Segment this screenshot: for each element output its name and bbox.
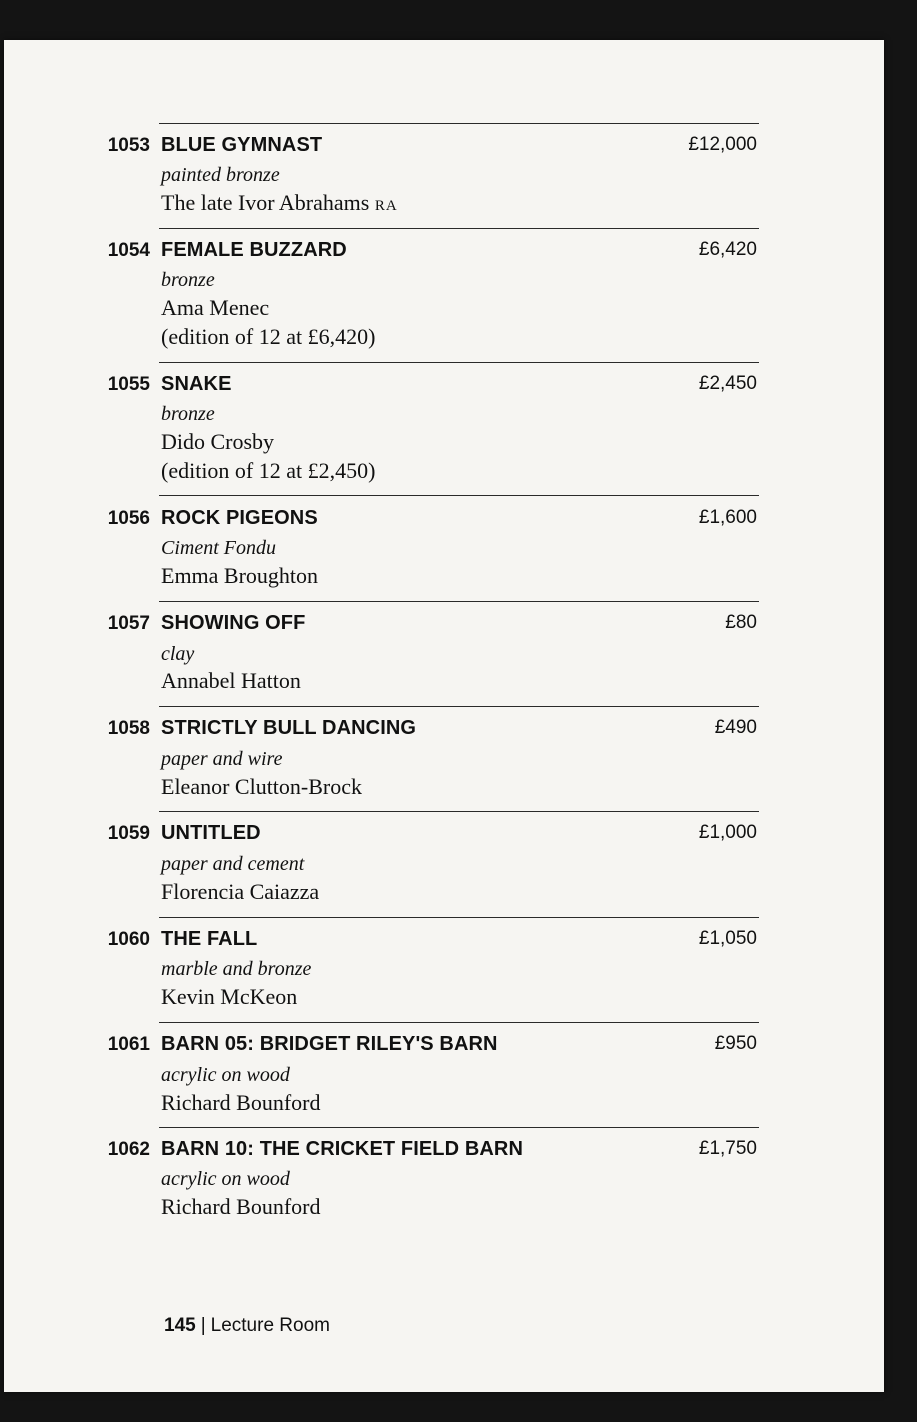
- divider: [159, 917, 759, 918]
- lot-number: 1057: [107, 613, 150, 634]
- medium: clay: [161, 643, 195, 665]
- lot-number: 1055: [107, 374, 150, 395]
- price: £1,050: [698, 928, 757, 949]
- price: £1,750: [698, 1138, 757, 1159]
- artist-name: Dido Crosby: [161, 429, 275, 454]
- section-name: Lecture Room: [210, 1315, 330, 1336]
- artist-name: Kevin McKeon: [161, 984, 298, 1009]
- page-number: 145: [164, 1315, 196, 1336]
- price: £2,450: [698, 373, 757, 394]
- catalogue-page: [4, 40, 884, 1392]
- work-title: SHOWING OFF: [161, 612, 306, 634]
- medium: painted bronze: [161, 164, 280, 186]
- medium: acrylic on wood: [161, 1168, 290, 1190]
- lot-number: 1056: [107, 508, 150, 529]
- lot-number: 1061: [107, 1034, 150, 1055]
- edition-note: (edition of 12 at £2,450): [161, 458, 376, 483]
- work-title: FEMALE BUZZARD: [161, 239, 347, 261]
- artist-name: [161, 190, 398, 216]
- divider: [159, 1127, 759, 1128]
- lot-number: 1060: [107, 929, 150, 950]
- work-title: THE FALL: [161, 928, 258, 950]
- lot-number: 1062: [107, 1139, 150, 1160]
- lot-number: 1059: [107, 823, 150, 844]
- medium: paper and cement: [161, 853, 305, 875]
- artist-name: Florencia Caiazza: [161, 879, 320, 904]
- work-title: BLUE GYMNAST: [161, 134, 323, 156]
- lot-number: 1058: [107, 718, 150, 739]
- lot-number: 1053: [107, 135, 150, 156]
- divider: [159, 706, 759, 707]
- price: £80: [725, 612, 757, 633]
- artist-name: Emma Broughton: [161, 563, 319, 588]
- medium: marble and bronze: [161, 958, 312, 980]
- divider: [159, 362, 759, 363]
- artist-name: Annabel Hatton: [161, 668, 301, 693]
- artist-name: Eleanor Clutton-Brock: [161, 774, 363, 799]
- medium: acrylic on wood: [161, 1064, 290, 1086]
- edition-note: (edition of 12 at £6,420): [161, 324, 376, 349]
- artist-name: Ama Menec: [161, 295, 270, 320]
- price: £1,600: [698, 507, 757, 528]
- price: £12,000: [688, 134, 757, 155]
- medium: bronze: [161, 403, 215, 425]
- price: £1,000: [698, 822, 757, 843]
- work-title: UNTITLED: [161, 822, 261, 844]
- artist-name: Richard Bounford: [161, 1090, 321, 1115]
- divider: [159, 811, 759, 812]
- medium: Ciment Fondu: [161, 537, 276, 559]
- artist-name: Richard Bounford: [161, 1194, 321, 1219]
- medium: paper and wire: [161, 748, 283, 770]
- page-footer: [164, 1315, 330, 1337]
- price: £6,420: [698, 239, 757, 260]
- work-title: BARN 10: THE CRICKET FIELD BARN: [161, 1138, 523, 1160]
- divider: [159, 123, 759, 124]
- price: £950: [714, 1033, 757, 1054]
- divider: [159, 228, 759, 229]
- work-title: ROCK PIGEONS: [161, 507, 318, 529]
- footer-separator: |: [200, 1315, 206, 1336]
- lot-number: 1054: [107, 240, 150, 261]
- divider: [159, 1022, 759, 1023]
- artist-text: The late Ivor Abrahams: [161, 190, 370, 215]
- divider: [159, 495, 759, 496]
- divider: [159, 601, 759, 602]
- work-title: SNAKE: [161, 373, 232, 395]
- medium: bronze: [161, 269, 215, 291]
- work-title: STRICTLY BULL DANCING: [161, 717, 417, 739]
- artist-suffix: RA: [374, 198, 398, 214]
- work-title: BARN 05: BRIDGET RILEY'S BARN: [161, 1033, 498, 1055]
- price: £490: [714, 717, 757, 738]
